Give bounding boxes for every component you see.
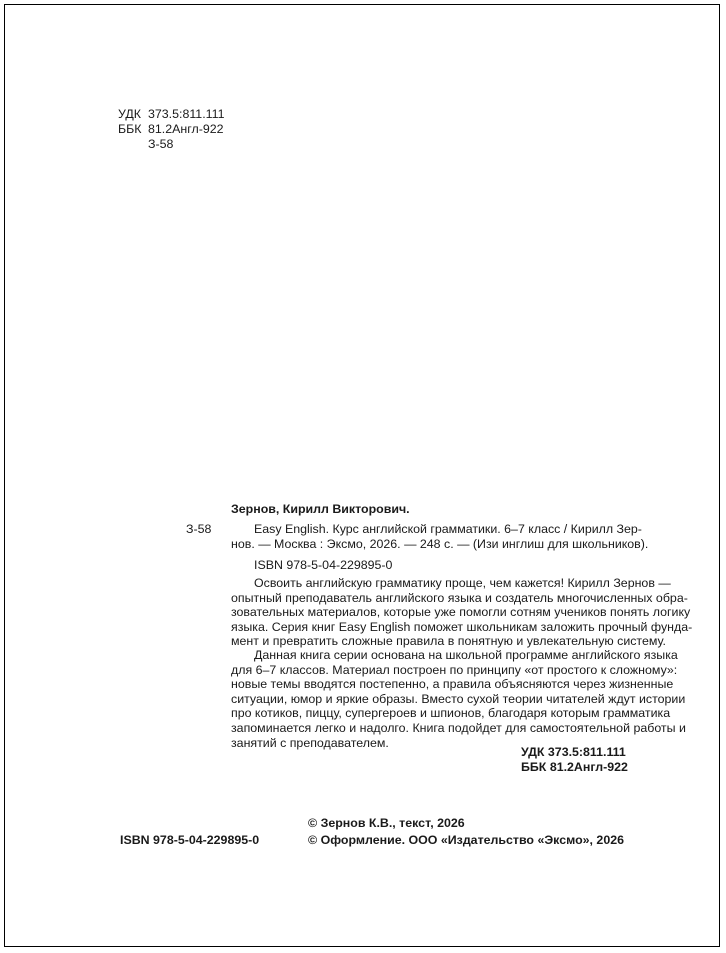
- record-title-line: Easy English. Курс английской грамматики. 6–7 класс / Кирилл Зер-: [254, 522, 642, 536]
- record-author-mark: З-58: [186, 522, 212, 536]
- bbk-row: [118, 122, 224, 137]
- abstract-line: опытный преподаватель английского языка и создатель многочисленных обра-: [231, 590, 688, 605]
- abstract-line: запоминается легко и надолго. Книга подойдет для самостоятельной работы и: [231, 720, 686, 735]
- abstract-line: для 6–7 классов. Материал построен по принципу «от простого к сложному»:: [231, 662, 678, 677]
- abstract-line: зовательных материалов, которые уже помогли сотням учеников понять логику: [231, 605, 691, 620]
- copyright-design: © Оформление. ООО «Издательство «Эксмо», 2026: [308, 833, 624, 847]
- abstract-line: языка. Серия книг Easy English поможет школьникам заложить прочный фунда-: [231, 619, 693, 634]
- bbk-bottom: ББК 81.2Англ-922: [521, 760, 628, 774]
- record-title-line: нов. — Москва : Эксмо, 2026. — 248 с. — (Изи инглиш для школьников).: [231, 536, 649, 551]
- udk-value: 373.5:811.111: [148, 107, 225, 121]
- author-mark-row: [118, 137, 224, 152]
- udk-row: [118, 107, 224, 122]
- abstract-line: занятий с преподавателем.: [231, 735, 389, 750]
- bbk-label: ББК: [118, 122, 142, 136]
- classification-codes-top: [118, 107, 224, 152]
- abstract-line: Данная книга серии основана на школьной программе английского языка: [254, 648, 678, 662]
- abstract-line: новые темы вводятся постепенно, а правила объясняются через жизненные: [231, 677, 674, 692]
- page: [4, 4, 720, 947]
- record-title: [231, 522, 649, 551]
- abstract-paragraph-2: [231, 648, 686, 750]
- abstract-line: про котиков, пиццу, супергероев и шпионов, благодаря которым грамматика: [231, 706, 671, 721]
- record-author: Зернов, Кирилл Викторович.: [231, 502, 410, 516]
- bbk-value: 81.2Англ-922: [148, 122, 224, 136]
- udk-label: УДК: [118, 107, 141, 121]
- abstract-line: мент и превратить сложные правила в понятную и увлекательную систему.: [231, 634, 666, 649]
- abstract-line: ситуации, юмор и яркие образы. Вместо сухой теории читателей ждут истории: [231, 691, 686, 706]
- copyright-text: © Зернов К.В., текст, 2026: [308, 816, 465, 830]
- abstract-paragraph-1: [231, 576, 693, 649]
- author-mark-top: З-58: [148, 137, 174, 151]
- record-isbn: ISBN 978-5-04-229895-0: [254, 558, 393, 572]
- footer-isbn: ISBN 978-5-04-229895-0: [120, 833, 260, 847]
- abstract-line: Освоить английскую грамматику проще, чем кажется! Кирилл Зернов —: [254, 576, 671, 590]
- udk-bottom: УДК 373.5:811.111: [521, 745, 626, 759]
